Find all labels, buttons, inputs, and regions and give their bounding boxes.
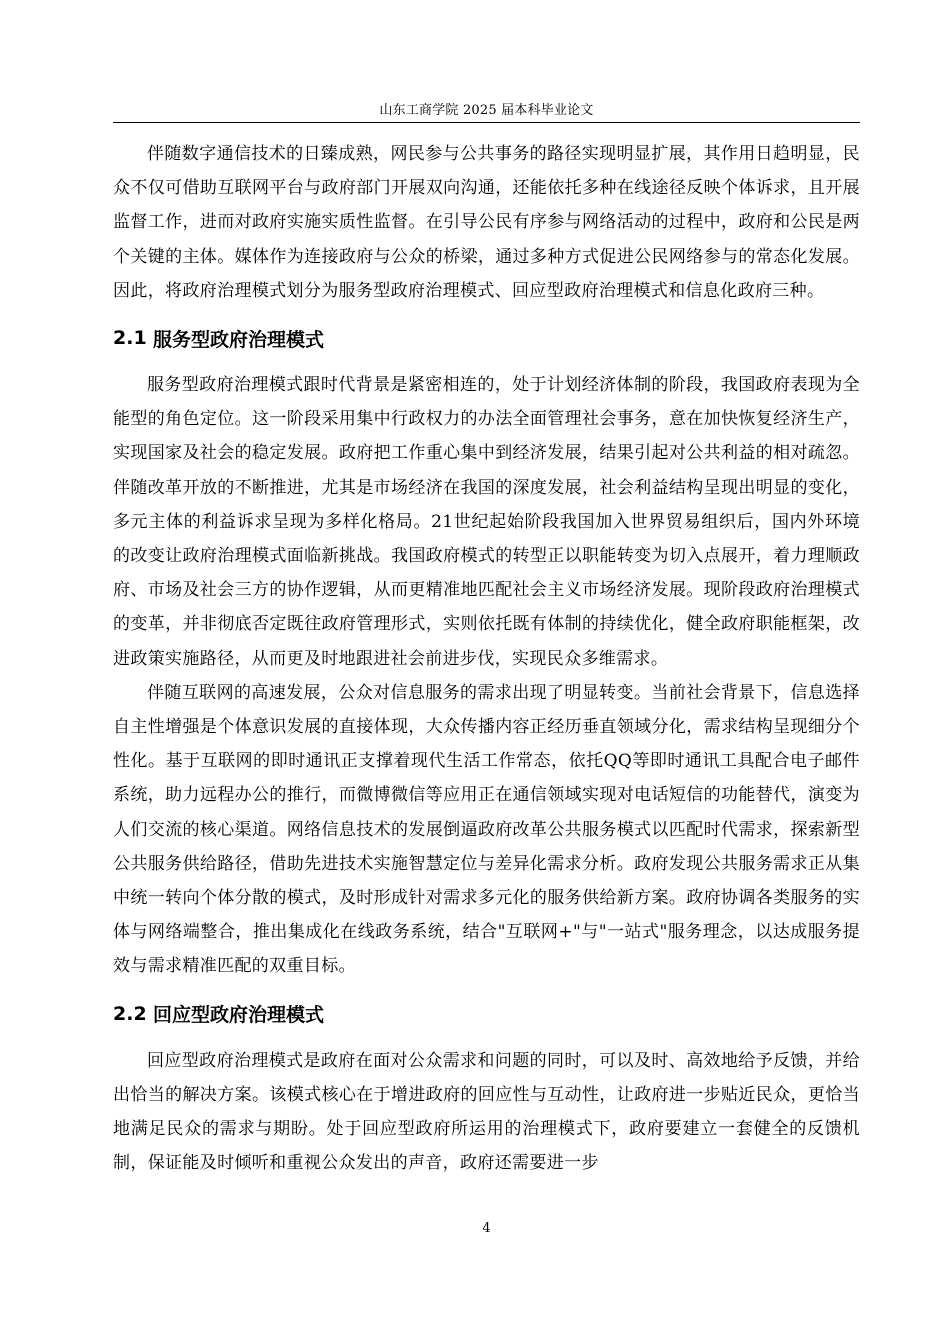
body-paragraph: 服务型政府治理模式跟时代背景是紧密相连的，处于计划经济体制的阶段，我国政府表现为全能型的角色定位。这一阶段采用集中行政权力的办法全面管理社会事务，意在加快恢复经济生产，实现国家及社会的稳定发展。政府把工作重心集中到经济发展，结果引起对公共利益的相对疏忽。伴随改革开放的不断推进，尤其是市场经济在我国的深度发展，社会利益结构呈现出明显的变化，多元主体的利益诉求呈现为多样化格局。21世纪起始阶段我国加入世界贸易组织后，国内外环境的改变让政府治理模式面临新挑战。我国政府模式的转型正以职能转变为切入点展开，着力理顺政府、市场及社会三方的协作逻辑，从而更精准地匹配社会主义市场经济发展。现阶段政府治理模式的变革，并非彻底否定既往政府管理形式，实则依托既有体制的持续优化，健全政府职能框架，改进政策实施路径，从而更及时地跟进社会前进步伐，实现民众多维需求。 [113, 375, 860, 669]
section-heading-2-1 [113, 308, 860, 368]
body-paragraph: 伴随互联网的高速发展，公众对信息服务的需求出现了明显转变。当前社会背景下，信息选择自主性增强是个体意识发展的直接体现，大众传播内容正经历垂直领域分化，需求结构呈现细分个性化。基于互联网的即时通讯正支撑着现代生活工作常态，依托QQ等即时通讯工具配合电子邮件系统，助力远程办公的推行，而微博微信等应用正在通信领域实现对电话短信的功能替代，演变为人们交流的核心渠道。网络信息技术的发展倒逼政府改革公共服务模式以匹配时代需求，探索新型公共服务供给路径，借助先进技术实施智慧定位与差异化需求分析。政府发现公共服务需求正从集中统一转向个体分散的模式，及时形成针对需求多元化的服务供给新方案。政府协调各类服务的实体与网络端整合，推出集成化在线政务系统，结合"互联网+"与"一站式"服务理念，以达成服务提效与需求精准匹配的双重目标。 [113, 682, 860, 977]
section-title: 回应型政府治理模式 [153, 1004, 325, 1027]
body-paragraph: 回应型政府治理模式是政府在面对公众需求和问题的同时，可以及时、高效地给予反馈，并给出恰当的解决方案。该模式核心在于增进政府的回应性与互动性，让政府进一步贴近民众，更恰当地满足民众的需求与期盼。处于回应型政府所运用的治理模式下，政府要建立一套健全的反馈机制，保证能及时倾听和重视公众发出的声音，政府还需要进一步 [113, 1050, 860, 1174]
intro-paragraph: 伴随数字通信技术的日臻成熟，网民参与公共事务的路径实现明显扩展，其作用日趋明显，民众不仅可借助互联网平台与政府部门开展双向沟通，还能依托多种在线途径反映个体诉求，且开展监督工作，进而对政府实施实质性监督。在引导公民有序参与网络活动的过程中，政府和公民是两个关键的主体。媒体作为连接政府与公众的桥梁，通过多种方式促进公民网络参与的常态化发展。因此，将政府治理模式划分为服务型政府治理模式、回应型政府治理模式和信息化政府三种。 [113, 144, 860, 301]
page-number: 4 [482, 1221, 491, 1236]
header-rule [113, 122, 860, 123]
running-header: 山东工商学院 2025 届本科毕业论文 [379, 103, 594, 118]
section-number: 2.2 [113, 1002, 147, 1025]
section-heading-2-2 [113, 984, 860, 1044]
section-title: 服务型政府治理模式 [153, 328, 325, 351]
section-number: 2.1 [113, 327, 147, 350]
page-body [113, 137, 860, 1180]
